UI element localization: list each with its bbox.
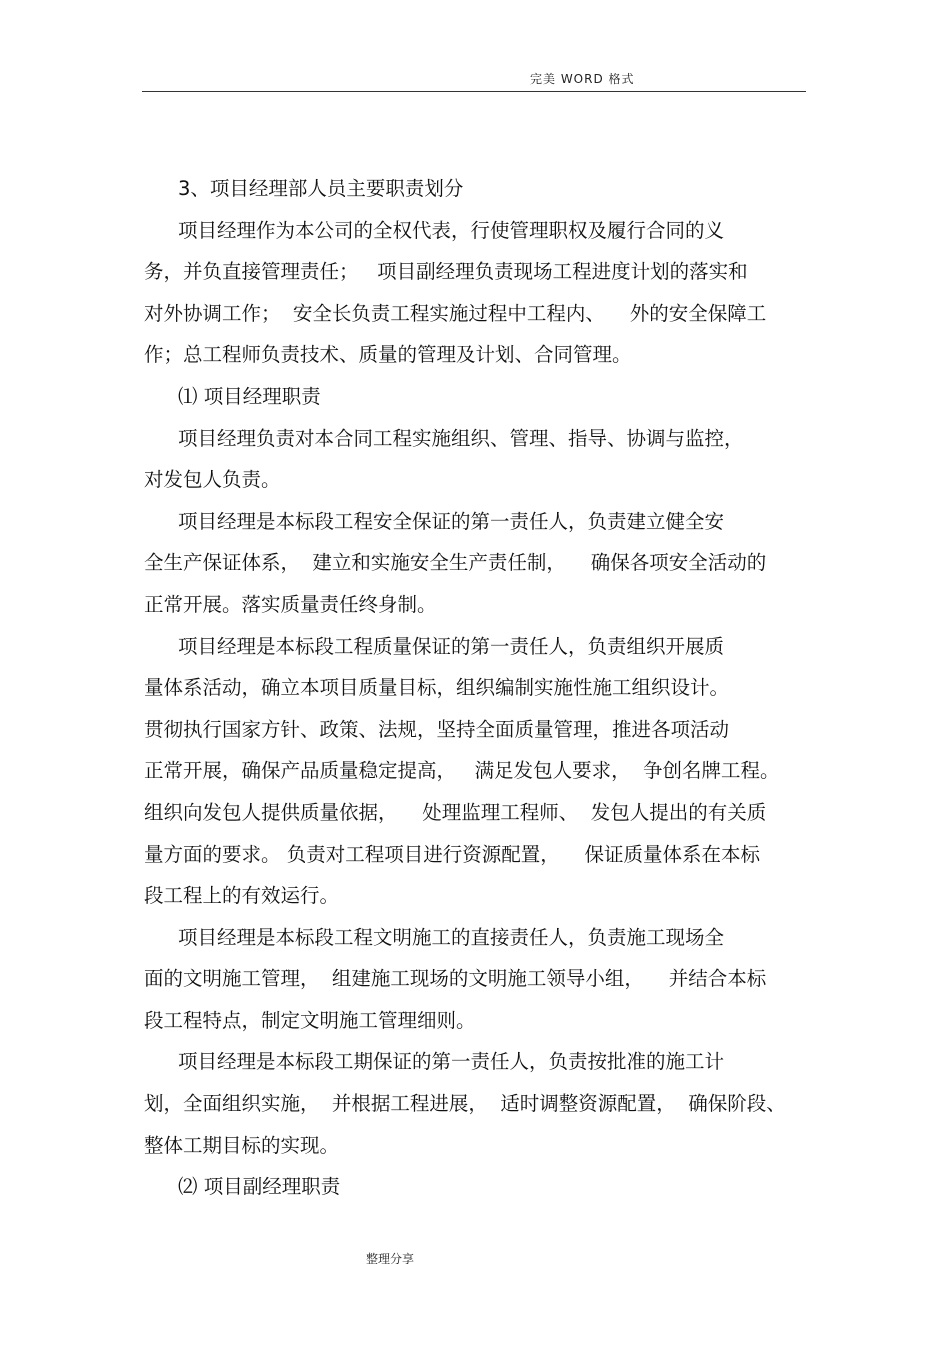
text-line: 3、项目经理部人员主要职责划分 [178, 177, 464, 200]
text-line: 全生产保证体系， 建立和实施安全生产责任制， 确保各项安全活动的 [144, 551, 767, 575]
text-line: 面的文明施工管理， 组建施工现场的文明施工领导小组， 并结合本标 [144, 967, 767, 991]
text-line: 正常开展。落实质量责任终身制。 [144, 592, 437, 616]
text-line: ⑴ 项目经理职责 [178, 384, 321, 408]
text-line: 对发包人负责。 [144, 468, 281, 492]
text-line: 务，并负直接管理责任； 项目副经理负责现场工程进度计划的落实和 [144, 260, 748, 284]
header-rule [142, 91, 806, 92]
text-line: 段工程上的有效运行。 [144, 884, 340, 908]
text-line: 项目经理是本标段工程质量保证的第一责任人，负责组织开展质 [178, 634, 725, 658]
text-line: 段工程特点，制定文明施工管理细则。 [144, 1008, 476, 1032]
text-line: 项目经理负责对本合同工程实施组织、管理、指导、协调与监控， [178, 426, 744, 450]
text-line: 作；总工程师负责技术、质量的管理及计划、合同管理。 [144, 343, 632, 367]
text-line: 对外协调工作； 安全长负责工程实施过程中工程内、 外的安全保障工 [144, 301, 767, 325]
text-line: 项目经理是本标段工程安全保证的第一责任人，负责建立健全安 [178, 509, 725, 533]
text-line: 量体系活动，确立本项目质量目标，组织编制实施性施工组织设计。 [144, 676, 730, 700]
text-line: 贯彻执行国家方针、政策、法规，坚持全面质量管理，推进各项活动 [144, 717, 730, 741]
text-line: 正常开展，确保产品质量稳定提高， 满足发包人要求， 争创名牌工程。 [144, 759, 780, 783]
text-line: 项目经理是本标段工程文明施工的直接责任人，负责施工现场全 [178, 925, 725, 949]
text-line: 项目经理是本标段工期保证的第一责任人，负责按批准的施工计 [178, 1050, 725, 1074]
text-line: 整体工期目标的实现。 [144, 1133, 340, 1157]
text-line: 组织向发包人提供质量依据， 处理监理工程师、 发包人提出的有关质 [144, 800, 767, 824]
text-line: ⑵ 项目副经理职责 [178, 1175, 341, 1199]
document-body [144, 168, 809, 1208]
text-line: 划，全面组织实施， 并根据工程进展， 适时调整资源配置， 确保阶段、 [144, 1092, 786, 1116]
header-text: 完美 WORD 格式 [530, 72, 635, 86]
text-line: 量方面的要求。 负责对工程项目进行资源配置， 保证质量体系在本标 [144, 842, 760, 866]
text-line: 项目经理作为本公司的全权代表，行使管理职权及履行合同的义 [178, 218, 725, 242]
footer-text: 整理分享 [366, 1252, 415, 1266]
